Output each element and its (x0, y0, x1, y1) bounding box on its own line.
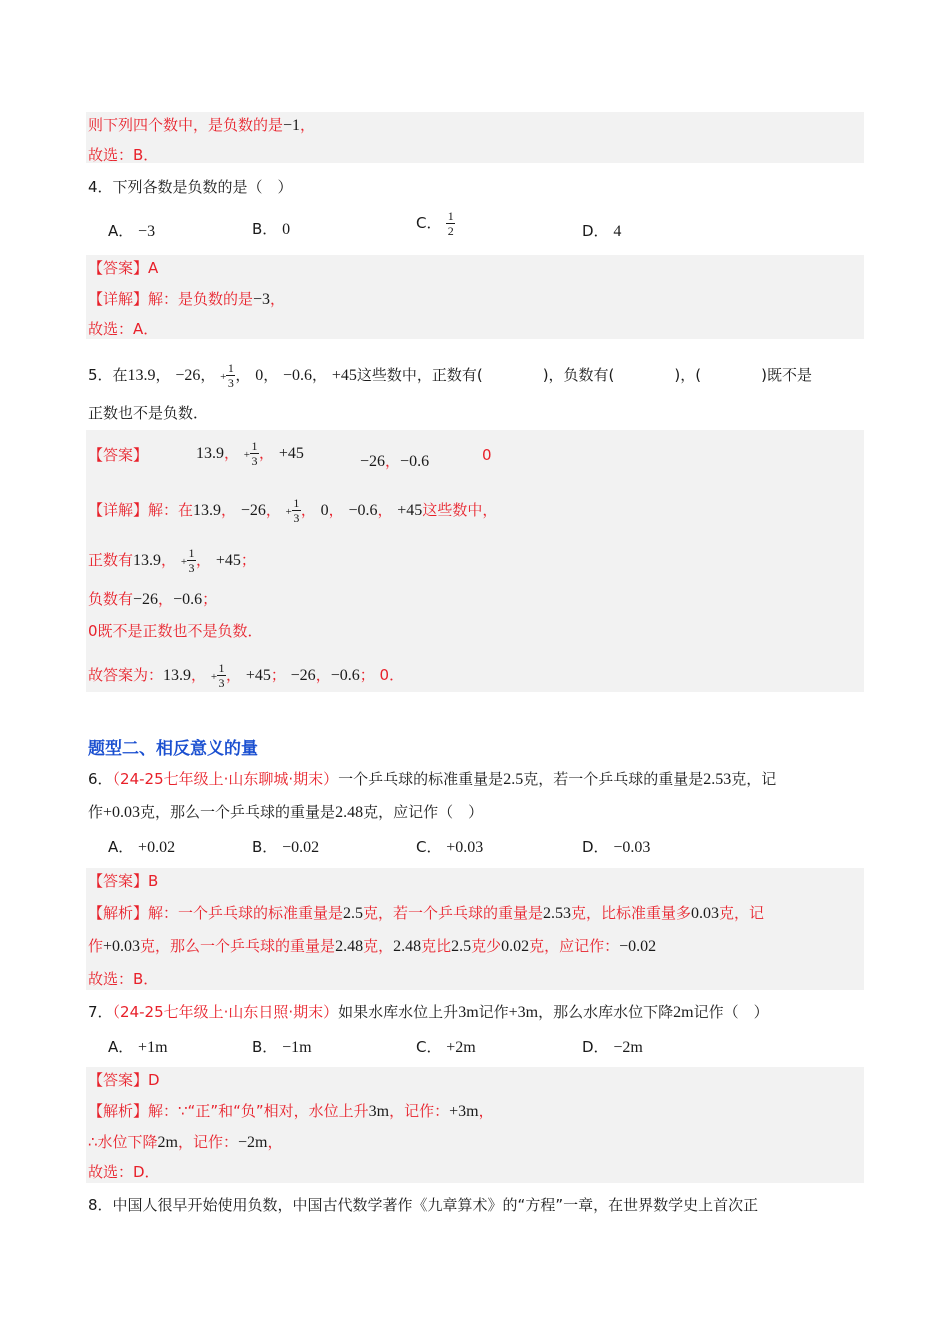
answer-tag: 【答案】 (88, 446, 149, 464)
option-c: C． +0.03 (416, 838, 484, 856)
question-5-stem: 5．在13.9， −26， + $\frac{1}{3}$ ， 0， −0.6， +45这些数中，正数有( )，负数有( )，( )既不是 (88, 361, 812, 390)
question-5-stem-line2: 正数也不是负数． (88, 404, 209, 422)
choose-line: 故选：A． (88, 320, 159, 338)
option-b: B． −1m (252, 1038, 312, 1056)
option-b: B． 0 (252, 220, 291, 238)
option-c: C． +2m (416, 1038, 476, 1056)
option-c: C． $\frac{1}{2}$ (416, 209, 454, 238)
detail-neither: 0既不是正数也不是负数． (88, 622, 263, 640)
analysis-line: 【解析】解：∵“正”和“负”相对，水位上升3m，记作：+3m， (88, 1102, 494, 1120)
option-a: A． +0.02 (108, 838, 176, 856)
detail-line: 【详解】解：是负数的是−3， (88, 290, 286, 308)
question-7-stem: 7．（24-25七年级上·山东日照·期末）如果水库水位上升3m记作+3m，那么水库水位下降2m记作（ ） (88, 1003, 769, 1021)
choose-line: 故选：B． (88, 146, 159, 164)
answer-box-q6 (86, 868, 864, 990)
analysis-line: 【解析】解：一个乒乓球的标准重量是2.5克，若一个乒乓球的重量是2.53克，比标准重量多0.03克，记 (88, 904, 765, 922)
answer-box-q7 (86, 1067, 864, 1183)
answer-negatives: −26，−0.6 (360, 452, 430, 470)
question-4-stem: 4．下列各数是负数的是（ ） (88, 178, 293, 196)
answer-zero: 0 (482, 446, 492, 464)
answer-tag: 【答案】D (88, 1071, 160, 1089)
option-d: D． −2m (582, 1038, 643, 1056)
fraction: $\frac{1}{2}$ (447, 209, 454, 238)
option-a: A． +1m (108, 1038, 168, 1056)
analysis-line2: 作+0.03克，那么一个乒乓球的重量是2.48克，2.48克比2.5克少0.02克，应记作：−0.02 (88, 937, 657, 955)
detail-negatives: 负数有−26，−0.6； (88, 590, 218, 608)
answer-tag: 【答案】A (88, 259, 159, 277)
question-6-stem-line2: 作+0.03克，那么一个乒乓球的重量是2.48克，应记作（ ） (88, 803, 484, 821)
choose-line: 故选：D． (88, 1163, 160, 1181)
answer-positives: 13.9， + $\frac{1}{3}$ ， +45 (196, 439, 304, 468)
question-6-stem: 6．（24-25七年级上·山东聊城·期末）一个乒乓球的标准重量是2.5克，若一个乒乓球的重量是2.53克，记 (88, 770, 777, 788)
question-8-stem: 8．中国人很早开始使用负数，中国古代数学著作《九章算术》的“方程”一章，在世界数学史上首次正 (88, 1196, 759, 1214)
choose-line: 故选：B． (88, 970, 159, 988)
option-b: B． −0.02 (252, 838, 320, 856)
solution-line: 则下列四个数中，是负数的是−1， (88, 116, 316, 134)
detail-positives: 正数有13.9， + $\frac{1}{3}$ ， +45； (88, 546, 256, 575)
answer-tag: 【答案】B (88, 872, 159, 890)
option-d: D． 4 (582, 222, 622, 240)
final-answer: 故答案为：13.9， + $\frac{1}{3}$ ， +45； −26，−0.6； 0． (88, 661, 405, 690)
option-a: A． −3 (108, 222, 156, 240)
option-d: D． −0.03 (582, 838, 651, 856)
section-heading: 题型二、相反意义的量 (88, 739, 258, 759)
detail-line: 【详解】解：在13.9， −26， + $\frac{1}{3}$ ， 0， −0.6， +45这些数中， (88, 496, 498, 525)
analysis-line2: ∴水位下降2m，记作：−2m， (88, 1133, 283, 1151)
